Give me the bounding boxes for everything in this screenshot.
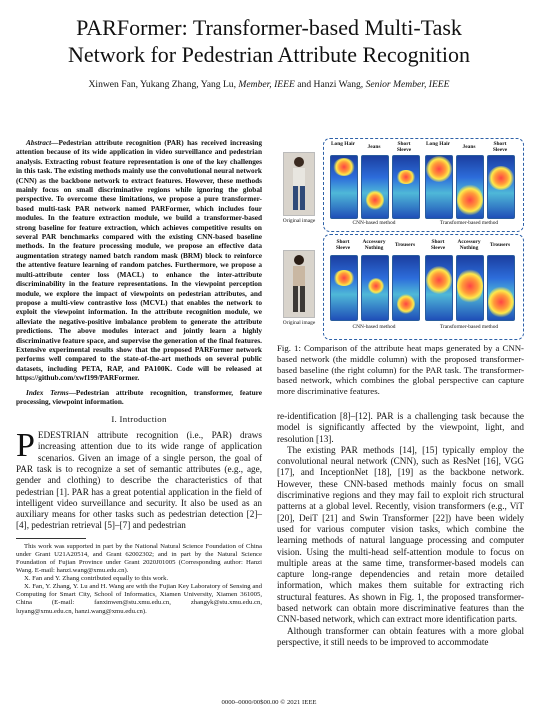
abstract	[16, 138, 262, 383]
original-image-top	[283, 152, 315, 216]
top-label-4: Long Hair	[425, 141, 451, 147]
footnote-funding: This work was supported in part by the National Natural Science Foundation of China under Grant U21A20514, and Grant 62002302; and in part by the Natural Science Foundation of Fujian Province under Grant 2020J01005 (Corresponding author: Hanzi Wang. E-mail: hanzi.wang@xmu.edu.cn).	[16, 542, 262, 575]
index-terms	[16, 388, 262, 407]
right-paragraph-transformer: Although transformer can obtain features with a more global perspective, it still needs to be improved to accommodate	[277, 625, 524, 647]
bottom-label-3: Trousers	[394, 242, 416, 248]
heatmap-top-transformer-1	[425, 155, 453, 219]
top-label-3: Short Sleeve	[396, 141, 412, 153]
footnote-rule	[16, 538, 86, 539]
heatmap-bottom-transformer-1	[425, 255, 453, 321]
pedestrian-figure-bottom	[284, 251, 314, 317]
paper-title	[0, 14, 538, 68]
heatmap-bottom-cnn-1	[330, 255, 358, 321]
abstract-label: Abstract	[26, 138, 52, 147]
original-image-bottom	[283, 250, 315, 318]
footnote-affiliation: X. Fan, Y. Zhang, Y. Lu and H. Wang are with the Fujian Key Laboratory of Sensing and Computing for Smart City, School of Informatics, Xiamen University, Xiamen 361005, China (E-mail: fanxinwen@stu.xmu.edu.cn, zhangyk@stu.xmu.edu.cn, luyang@xmu.edu.cn, hanzi.wang@xmu.edu.cn).	[16, 583, 262, 615]
figure-1-caption: Fig. 1: Comparison of the attribute heat maps generated by a CNN-based network (the middle column) with the proposed transformer-based baseline (the right column) for the PAR task. The transformer-based network, which combines the global perspective can capture more discriminative features.	[277, 343, 524, 397]
heatmap-top-transformer-3	[487, 155, 515, 219]
bottom-label-2: Accessory Nothing	[362, 239, 386, 251]
top-label-5: Jeans	[462, 144, 476, 150]
right-column	[277, 343, 524, 648]
index-terms-text: —Pedestrian attribute recognition, transformer, feature processing, viewpoint information.	[16, 387, 262, 406]
intro-paragraph-1	[16, 427, 262, 532]
transformer-method-label-bottom: Transformer-based method	[439, 324, 499, 330]
bottom-label-4: Short Sleeve	[430, 239, 446, 251]
footnote-equal-contribution: X. Fan and Y. Zhang contributed equally to this work.	[24, 575, 169, 583]
original-image-label-bottom: Original image	[282, 320, 316, 326]
abstract-text: —Pedestrian attribute recognition (PAR) has received increasing attention because of its wide application in video surveillance and pedestrian analysis. Extracting robust feature representation is one of the key challenges in this task. The existing methods mainly use the convolutional neural network (CNN) as the backbone network to extract features. However, these methods mainly focus on small discriminative regions while ignoring the global perspective. To overcome these limitations, we propose a pure transformer-based multi-task PAR network named PARFormer, which includes four modules. In the feature extraction module, we build a transformer-based strong baseline for feature extraction, which achieves competitive results on several PAR benchmarks compared with the existing CNN-based baseline methods. In the feature processing module, we propose an effective data augmentation strategy named batch random mask (BRM) block to reinforce the attentive feature learning of random patches. Furthermore, we propose a multi-attribute center loss (MACL) to enhance the inter-attribute discriminability in the feature representations. In the viewpoint perception module, we explore the impact of viewpoints on pedestrian attributes, and propose a multi-view contrastive loss (MCVL) that enables the network to exploit the viewpoint information. In the attribute recognition module, we alleviate the negative-positive imbalance problem to generate the attribute predictions. The above modules interact and jointly learn a highly discriminative feature space, and supervise the generation of the final features. Extensive experimental results show that the proposed PARFormer network performs well compared to the state-of-the-art methods on several public datasets, including PETA, RAP, and PA100K. Code will be released at https://github.com/xwf199/PARFormer.	[16, 138, 262, 383]
right-paragraph-continuation: re-identification [8]–[12]. PAR is a challenging task because the model is significantly affected by the viewpoint, light, and resolution [13].	[277, 410, 524, 444]
top-label-2: Jeans	[367, 144, 381, 150]
cnn-method-label-top: CNN-based method	[352, 220, 396, 226]
drop-cap: P	[16, 427, 35, 465]
pedestrian-figure-top	[284, 153, 314, 215]
author-role-2: Senior Member, IEEE	[365, 79, 450, 90]
authors-names: Xinwen Fan, Yukang Zhang, Yang Lu,	[88, 79, 239, 90]
heatmap-top-transformer-2	[456, 155, 484, 219]
intro-paragraph-1-text: EDESTRIAN attribute recognition (i.e., PAR) draws increasing attention due to its wide range of application scenarios. Given an image of a single person, the goal of PAR task is to recognize a set of semantic attributes (e.g., age, gender and clothing) to describe the characteristics of that pedestrian [1]. PAR has a great potential application in the field of intelligent video surveillance and security. It also be used as an auxiliary means for other tasks such as pedestrian detection [2]–[4], pedestrian retrieval [5]–[7] and pedestrian	[16, 430, 262, 531]
left-column	[16, 138, 262, 616]
heatmap-top-cnn-1	[330, 155, 358, 219]
authors-and: and Hanzi Wang,	[294, 79, 366, 90]
bottom-label-5: Accessory Nothing	[457, 239, 481, 251]
index-terms-label: Index Terms	[26, 387, 69, 397]
bottom-label-6: Trousers	[489, 242, 511, 248]
section-heading-introduction: I. Introduction	[111, 414, 167, 425]
author-role-1: Member, IEEE	[238, 79, 295, 90]
right-paragraph-cnn-methods: The existing PAR methods [14], [15] typically employ the convolutional neural network (CNN), such as ResNet [16], VGG [17], and InceptionNet [18], [19] as the backbone network. However, these CNN-based methods mainly focus on small discriminative regions and they may fail to exploit rich structural patterns at a global level. Recently, vision transformers (e.g., ViT [20], DeiT [21] and Swin Transformer [22]) have been widely used for various computer vision tasks, which combine the learning methods of natural language processing and computer vision. Using the multi-head self-attention module to focus on multiple areas at the same time, transformer-based models can capture long-range dependencies and retain more detailed information, which makes them suitable for extracting rich structural features. As shown in Fig. 1, the proposed transformer-based network can obtain more discriminative features than the CNN-based network, which can extract more identification parts.	[277, 444, 524, 625]
heatmap-bottom-transformer-2	[456, 255, 484, 321]
top-label-1: Long Hair	[330, 141, 356, 147]
author-list	[0, 79, 538, 90]
top-label-6: Short Sleeve	[492, 141, 508, 153]
heatmap-bottom-cnn-3	[392, 255, 420, 321]
cnn-method-label-bottom: CNN-based method	[352, 324, 396, 330]
title-line-1: PARFormer: Transformer-based Multi-Task	[76, 15, 462, 40]
heatmap-top-cnn-3	[392, 155, 420, 219]
bottom-label-1: Short Sleeve	[335, 239, 351, 251]
heatmap-bottom-cnn-2	[361, 255, 389, 321]
heatmap-top-cnn-2	[361, 155, 389, 219]
title-line-2: Network for Pedestrian Attribute Recognition	[67, 42, 471, 67]
heatmap-bottom-transformer-3	[487, 255, 515, 321]
page-footer: 0000–0000/00$00.00 © 2021 IEEE	[221, 699, 317, 706]
figure-1	[277, 138, 524, 340]
original-image-label-top: Original image	[282, 218, 316, 224]
transformer-method-label-top: Transformer-based method	[439, 220, 499, 226]
